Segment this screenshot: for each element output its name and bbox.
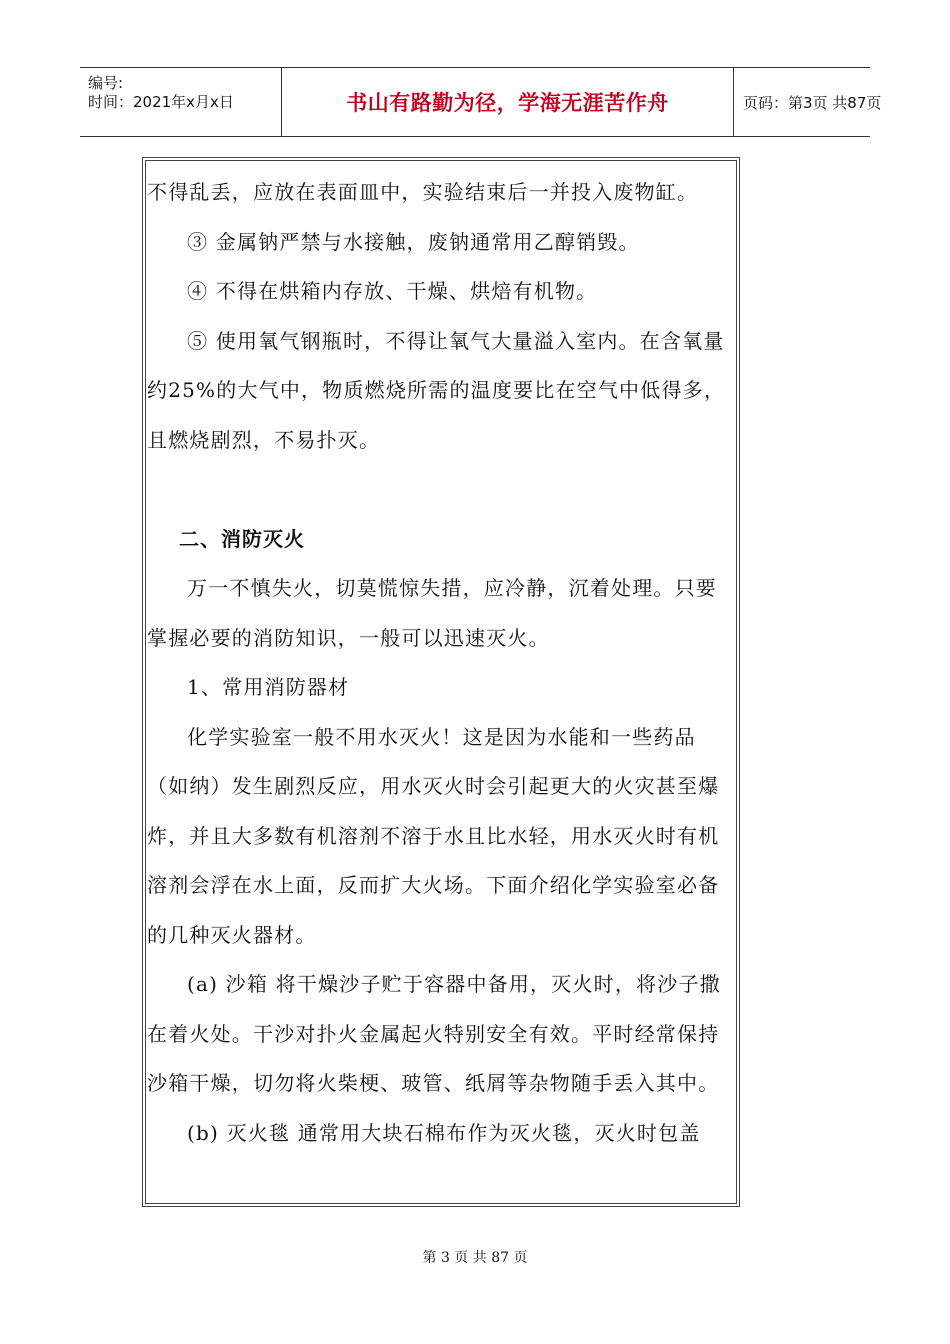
document-time-label: 时间：2021年x月x日 — [88, 93, 234, 111]
paragraph-7: (a) 沙箱 将干燥沙子贮于容器中备用，灭火时，将沙子撒在着火处。干沙对扑火金属起火特别安全有效。平时经常保持沙箱干燥，切勿将火柴梗、玻管、纸屑等杂物随手丢入其中。 — [147, 972, 721, 1095]
document-number-label: 编号: — [88, 74, 124, 92]
paragraph-5: 万一不慎失火，切莫慌惊失措，应冷静，沉着处理。只要掌握必要的消防知识，一般可以迅速灭火。 — [147, 576, 717, 650]
page-footer: 第 3 页 共 87 页 — [422, 1250, 528, 1266]
paragraph-4: ⑤ 使用氧气钢瓶时，不得让氧气大量溢入室内。在含氧量约25%的大气中，物质燃烧所需的温度要比在空气中低得多，且燃烧剧烈，不易扑灭。 — [147, 328, 726, 452]
paragraph-spacer — [147, 465, 735, 515]
section-heading: 二、消防灭火 — [179, 526, 305, 551]
paragraph-3: ④ 不得在烘箱内存放、干燥、烘焙有机物。 — [187, 279, 598, 303]
header-motto: 书山有路勤为径，学海无涯苦作舟 — [346, 91, 669, 115]
header-motto-cell — [281, 68, 734, 136]
paragraph-6: 化学实验室一般不用水灭火！这是因为水能和一些药品（如纳）发生剧烈反应，用水灭火时会引起更大的火灾甚至爆炸，并且大多数有机溶剂不溶于水且比水轻，用水灭火时有机溶剂会浮在水上面，反而扩大火场。下面介绍化学实验室必备的几种灭火器材。 — [147, 724, 720, 947]
header-info-cell — [80, 68, 280, 136]
document-body — [147, 168, 735, 1158]
paragraph-1: 不得乱丢，应放在表面皿中，实验结束后一并投入废物缸。 — [147, 180, 699, 204]
document-header — [80, 67, 882, 137]
header-page-number: 页码：第3页 共87页 — [743, 93, 882, 112]
content-frame — [142, 157, 740, 1207]
paragraph-8: (b) 灭火毯 通常用大块石棉布作为灭火毯，灭火时包盖 — [187, 1120, 701, 1145]
header-page-cell — [733, 68, 882, 136]
subsection-heading: 1、常用消防器材 — [187, 675, 350, 699]
paragraph-2: ③ 金属钠严禁与水接触，废钠通常用乙醇销毁。 — [187, 229, 640, 254]
